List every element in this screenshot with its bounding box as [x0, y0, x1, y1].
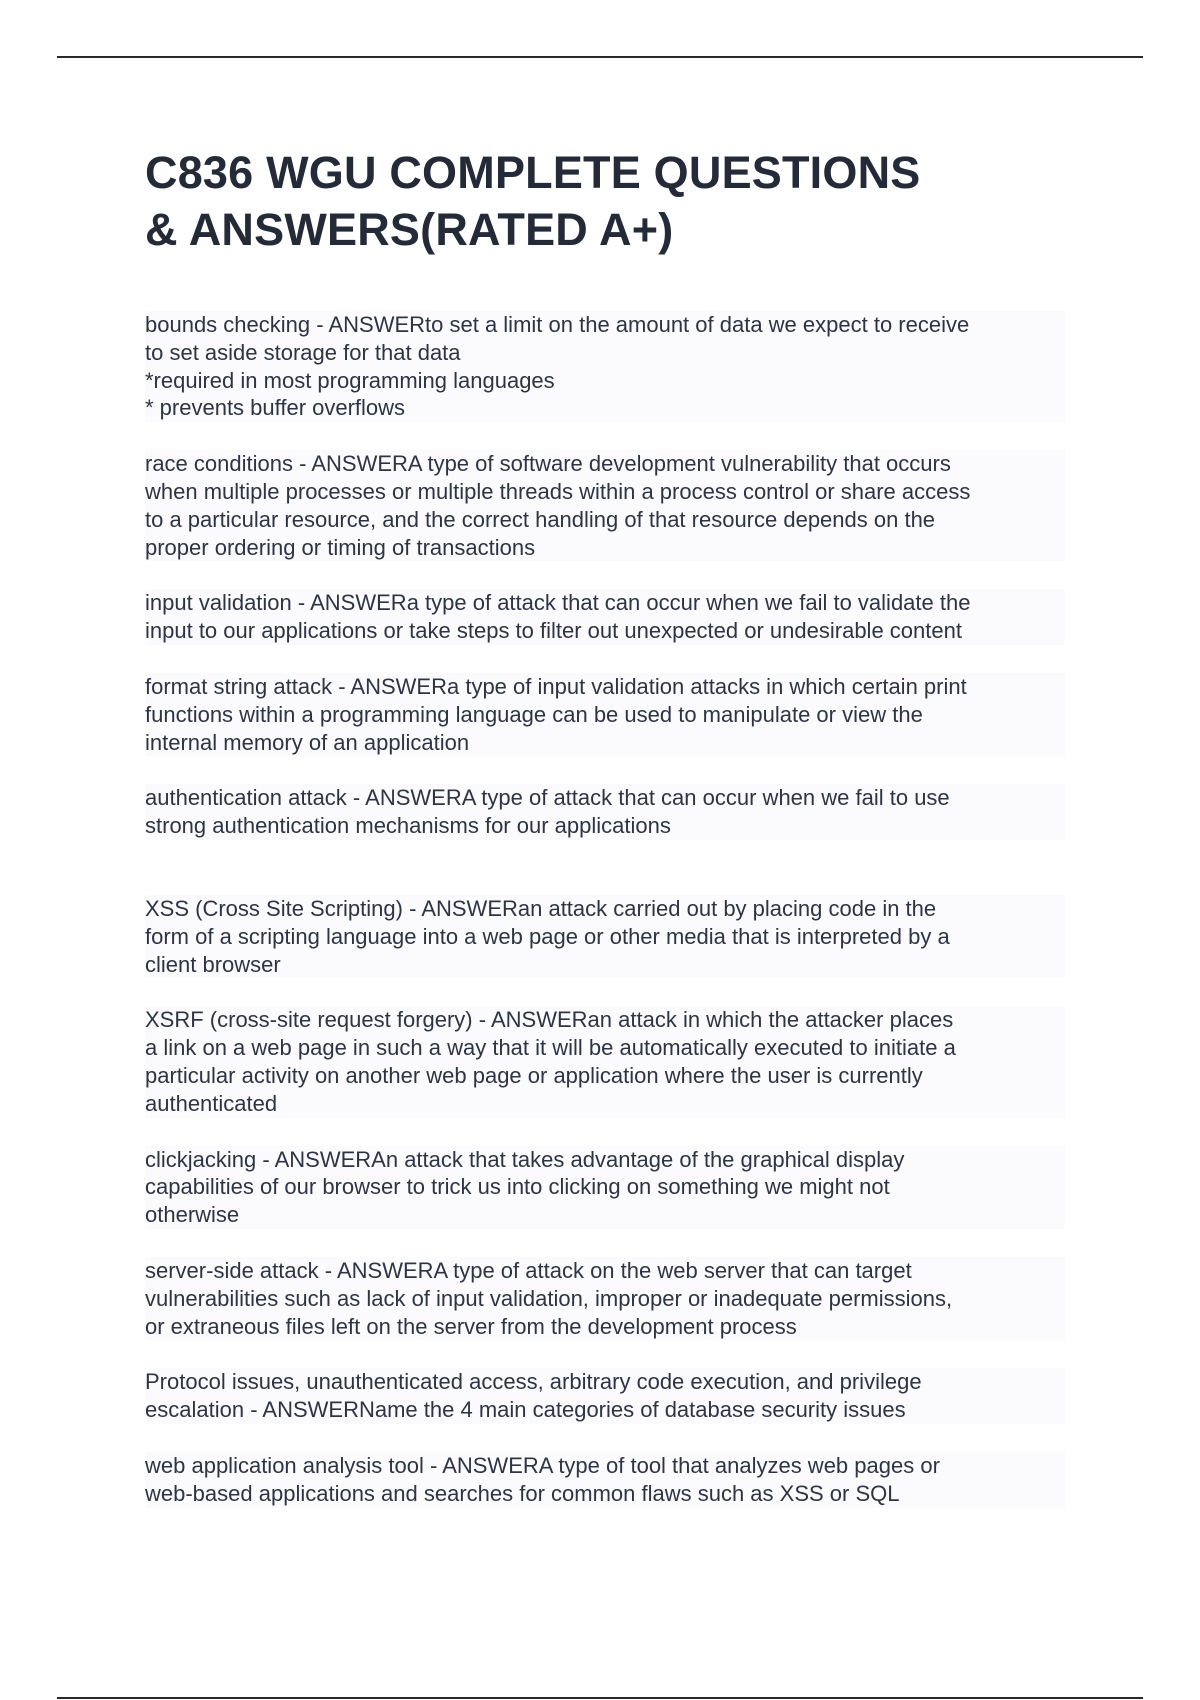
qa-term: clickjacking: [145, 1146, 257, 1172]
qa-item-authentication-attack: [145, 784, 1065, 840]
qa-answer-marker: ANSWER: [336, 1257, 434, 1283]
qa-term: input validation: [145, 590, 292, 616]
page-title: [145, 144, 1045, 258]
qa-item-race-conditions: [145, 450, 1065, 561]
qa-separator: -: [472, 1007, 491, 1033]
qa-item-xss: [145, 895, 1065, 978]
qa-separator: -: [291, 590, 311, 616]
qa-answer-marker: ANSWER: [421, 895, 518, 921]
qa-separator: -: [256, 1146, 275, 1172]
qa-item-format-string-attack: [145, 673, 1065, 756]
qa-answer-marker: ANSWER: [310, 590, 407, 616]
qa-term: web application analysis tool: [145, 1452, 424, 1478]
bottom-rule: [57, 1697, 1143, 1699]
qa-term: authentication attack: [145, 785, 347, 811]
qa-term: XSS (Cross Site Scripting): [145, 895, 403, 921]
qa-separator: -: [423, 1452, 443, 1478]
qa-item-server-side-attack: [145, 1257, 1065, 1340]
qa-answer-marker: ANSWER: [350, 673, 447, 699]
qa-answer-marker: ANSWER: [311, 451, 408, 477]
qa-answer: A type of software development vulnerability that occurs when multiple processes or multiple threads within a process control or share access to a particular resource, and the correct handling of that resource depends on the proper ordering or timing of transactions: [145, 451, 971, 560]
qa-answer: A type of attack on the web server that can target vulnerabilities such as lack of input validation, improper or inadequate permissions, or extraneous files left on the server from the development process: [145, 1257, 953, 1339]
qa-item-xsrf: [145, 1006, 1065, 1117]
qa-term: format string attack: [145, 673, 333, 699]
qa-answer-marker: ANSWER: [262, 1397, 359, 1423]
qa-list: [145, 311, 1065, 1536]
title-line-1: C836 WGU COMPLETE QUESTIONS: [145, 147, 921, 198]
qa-answer: a type of input validation attacks in which certain print functions within a programming language can be used to manipulate or view the internal memory of an application: [145, 673, 967, 755]
qa-answer: to set a limit on the amount of data we expect to receive to set aside storage for that data *required in most programming languages * prevents buffer overflows: [145, 312, 970, 421]
qa-answer: an attack carried out by placing code in the form of a scripting language into a web page or other media that is interpreted by a client browser: [145, 895, 950, 977]
qa-term: XSRF (cross-site request forgery): [145, 1007, 473, 1033]
qa-term: race conditions: [145, 451, 293, 477]
qa-answer: A type of attack that can occur when we fail to use strong authentication mechanisms for our applications: [145, 785, 950, 839]
qa-answer-marker: ANSWER: [490, 1007, 588, 1033]
title-line-2: & ANSWERS(RATED A+): [145, 204, 674, 255]
qa-item-bounds-checking: [145, 311, 1065, 422]
qa-separator: -: [244, 1397, 263, 1423]
qa-separator: -: [346, 785, 366, 811]
qa-answer: A type of tool that analyzes web pages or web-based applications and searches for common flaws such as XSS or SQL: [145, 1452, 940, 1506]
qa-answer-marker: ANSWER: [365, 785, 462, 811]
qa-answer-marker: ANSWER: [328, 312, 426, 337]
qa-item-web-application-analysis-tool: [145, 1452, 1065, 1508]
qa-separator: -: [402, 895, 422, 921]
qa-separator: -: [310, 312, 329, 337]
qa-answer: An attack that takes advantage of the graphical display capabilities of our browser to trick us into clicking on something we might not otherwise: [145, 1146, 905, 1228]
top-rule: [57, 56, 1143, 58]
qa-separator: -: [318, 1257, 337, 1283]
qa-answer: an attack in which the attacker places a link on a web page in such a way that it will be automatically executed to initiate a particular activity on another web page or application where the user is currently authenticated: [145, 1007, 956, 1116]
qa-term: bounds checking: [145, 312, 311, 337]
qa-term: server-side attack: [145, 1257, 319, 1283]
qa-separator: -: [292, 451, 312, 477]
qa-answer-marker: ANSWER: [274, 1146, 372, 1172]
qa-item-clickjacking: [145, 1146, 1065, 1229]
qa-item-input-validation: [145, 589, 1065, 645]
qa-term: Protocol issues, unauthenticated access, arbitrary code execution, and privilege escalation: [145, 1369, 922, 1423]
qa-answer-marker: ANSWER: [442, 1452, 539, 1478]
qa-answer: a type of attack that can occur when we fail to validate the input to our applications or take steps to filter out unexpected or undesirable content: [145, 590, 971, 644]
qa-separator: -: [332, 673, 351, 699]
qa-answer: Name the 4 main categories of database security issues: [358, 1397, 906, 1423]
qa-item-database-security-issues: [145, 1368, 1065, 1424]
